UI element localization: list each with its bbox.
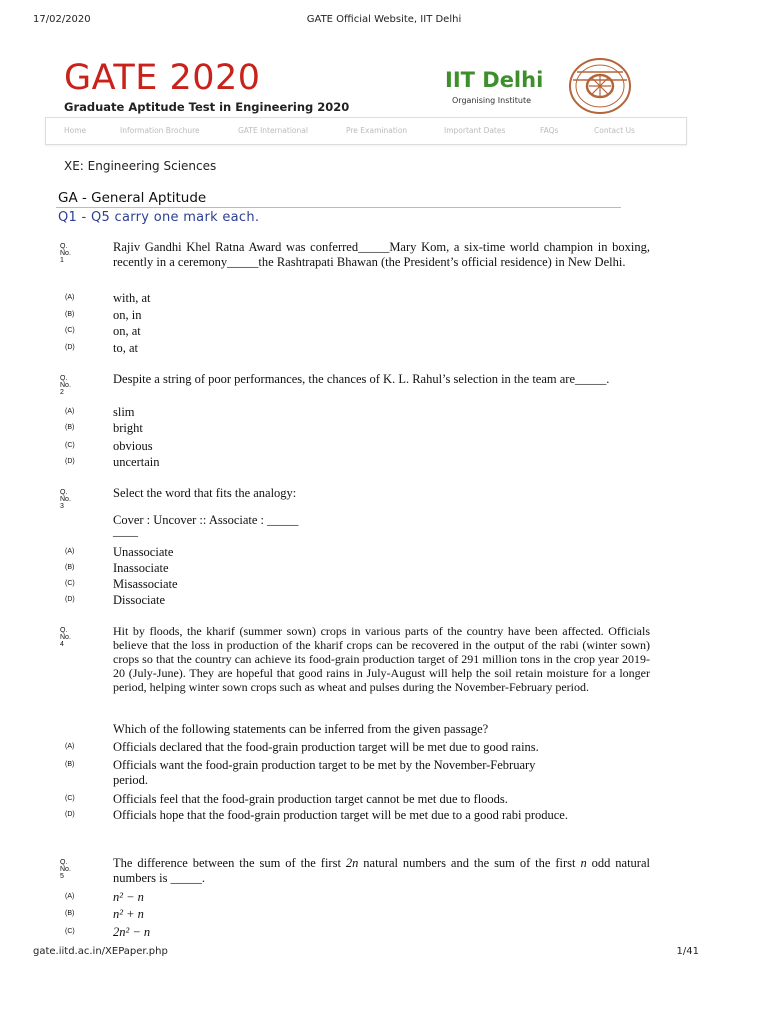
option-label: (C) <box>65 442 75 449</box>
nav-information-brochure[interactable]: Information Brochure <box>120 126 200 135</box>
option-label: (D) <box>65 811 75 818</box>
option-c[interactable] <box>60 439 620 455</box>
nav-contact-us[interactable]: Contact Us <box>594 126 635 135</box>
option-label: (A) <box>65 294 75 301</box>
option-b[interactable] <box>60 561 620 577</box>
nav-faqs[interactable]: FAQs <box>540 126 559 135</box>
option-text: on, at <box>113 324 141 338</box>
option-b[interactable] <box>60 308 620 324</box>
page-number: 1/41 <box>676 946 699 957</box>
option-text: Dissociate <box>113 593 166 607</box>
option-label: (C) <box>65 928 75 935</box>
nav-bar <box>45 117 687 145</box>
option-text: Unassociate <box>113 545 174 559</box>
institute-name: IIT Delhi <box>445 68 544 92</box>
institute-subtitle: Organising Institute <box>452 96 532 105</box>
option-label: (D) <box>65 458 75 465</box>
question-text: Select the word that fits the analogy: <box>113 486 297 500</box>
option-text: bright <box>113 421 143 435</box>
option-text: Officials declared that the food-grain production target will be met due to good rains. <box>113 740 539 754</box>
question-prompt: Which of the following statements can be inferred from the given passage? <box>113 722 489 736</box>
question-number: Q. No. 2 <box>60 375 71 396</box>
option-b[interactable] <box>60 758 620 790</box>
option-b[interactable] <box>60 907 620 923</box>
question-number: Q. No. 3 <box>60 489 71 510</box>
math-expression: n <box>580 856 587 870</box>
print-title: GATE Official Website, IIT Delhi <box>306 14 462 25</box>
question-analogy: Cover : Uncover :: Associate : _____ <box>113 513 299 527</box>
option-a[interactable] <box>60 890 620 906</box>
print-url: gate.iitd.ac.in/XEPaper.php <box>33 946 168 957</box>
question-number: Q. No. 4 <box>60 627 71 648</box>
option-c[interactable] <box>60 324 620 340</box>
option-text: uncertain <box>113 455 160 469</box>
option-text: n² − n <box>113 890 144 904</box>
option-label: (C) <box>65 795 75 802</box>
option-text: on, in <box>113 308 142 322</box>
option-a[interactable] <box>60 740 620 756</box>
question-text: Despite a string of poor performances, the chances of K. L. Rahul’s selection in the team are_____. <box>113 372 610 386</box>
option-a[interactable] <box>60 291 620 307</box>
brand-title[interactable]: GATE 2020 <box>64 58 261 98</box>
option-text: with, at <box>113 291 151 305</box>
question-text-part: The difference between the sum of the first <box>113 856 346 870</box>
option-c[interactable] <box>60 577 620 593</box>
option-text: Inassociate <box>113 561 169 575</box>
option-label: (A) <box>65 893 75 900</box>
option-d[interactable] <box>60 341 620 357</box>
option-label: (D) <box>65 596 75 603</box>
section-heading: GA - General Aptitude <box>58 190 207 206</box>
option-text: n² + n <box>113 907 144 921</box>
option-d[interactable] <box>60 455 620 471</box>
nav-gate-international[interactable]: GATE International <box>238 126 308 135</box>
option-c[interactable] <box>60 792 620 808</box>
option-label: (C) <box>65 580 75 587</box>
option-label: (D) <box>65 344 75 351</box>
question-text-part: odd natural numbers is _____. <box>113 856 650 885</box>
option-a[interactable] <box>60 405 620 421</box>
option-label: (A) <box>65 743 75 750</box>
iit-delhi-logo-icon <box>567 56 633 116</box>
nav-pre-examination[interactable]: Pre Examination <box>346 126 408 135</box>
option-text: Officials hope that the food-grain production target will be met due to a good rabi produce. <box>113 808 568 822</box>
question-number: Q. No. 1 <box>60 243 71 264</box>
nav-important-dates[interactable]: Important Dates <box>444 126 506 135</box>
question-blank: ____ <box>113 524 138 538</box>
option-text: obvious <box>113 439 153 453</box>
option-label: (B) <box>65 910 75 917</box>
question-text <box>113 856 650 886</box>
option-text: 2n² − n <box>113 925 151 939</box>
question-text-part: natural numbers and the sum of the first <box>358 856 581 870</box>
option-a[interactable] <box>60 545 620 561</box>
option-label: (B) <box>65 311 75 318</box>
option-label: (B) <box>65 761 75 768</box>
option-label: (B) <box>65 424 75 431</box>
option-label: (B) <box>65 564 75 571</box>
option-text: Officials feel that the food-grain production target cannot be met due to floods. <box>113 792 508 806</box>
print-date: 17/02/2020 <box>33 14 91 25</box>
option-text: Misassociate <box>113 577 178 591</box>
marks-note: Q1 - Q5 carry one mark each. <box>58 210 260 225</box>
nav-home[interactable]: Home <box>64 126 87 135</box>
option-text: to, at <box>113 341 138 355</box>
option-label: (A) <box>65 548 75 555</box>
brand-tagline: Graduate Aptitude Test in Engineering 2020 <box>64 100 350 114</box>
option-label: (C) <box>65 327 75 334</box>
question-text: Hit by floods, the kharif (summer sown) crops in various parts of the country have been affected. Officials believe that the loss in production of the kharif crops can be recovered in the output of the rabi (winter sown) crops so that the country can achieve its food-grain production target of 291 million tons in the crop year 2019-20 (July-June). They are hopeful that good rains in July-August will help the soil retain moisture for a longer period, helping winter sown crops such as wheat and pulses during the November-February period. <box>113 624 650 694</box>
option-text: Officials want the food-grain production target to be met by the November-February period. <box>113 758 536 787</box>
option-label: (A) <box>65 408 75 415</box>
option-b[interactable] <box>60 421 620 437</box>
question-number: Q. No. 5 <box>60 859 71 880</box>
option-d[interactable] <box>60 593 620 609</box>
option-d[interactable] <box>60 808 620 840</box>
option-text: slim <box>113 405 135 419</box>
section-divider <box>56 207 621 208</box>
subject-heading: XE: Engineering Sciences <box>64 159 217 173</box>
question-text: Rajiv Gandhi Khel Ratna Award was conferred_____Mary Kom, a six-time world champion in boxing, recently in a ceremony_____the Rashtrapati Bhawan (the President’s official residence) in New Delhi. <box>113 240 650 269</box>
math-expression: 2n <box>345 856 359 870</box>
option-c[interactable] <box>60 925 620 941</box>
